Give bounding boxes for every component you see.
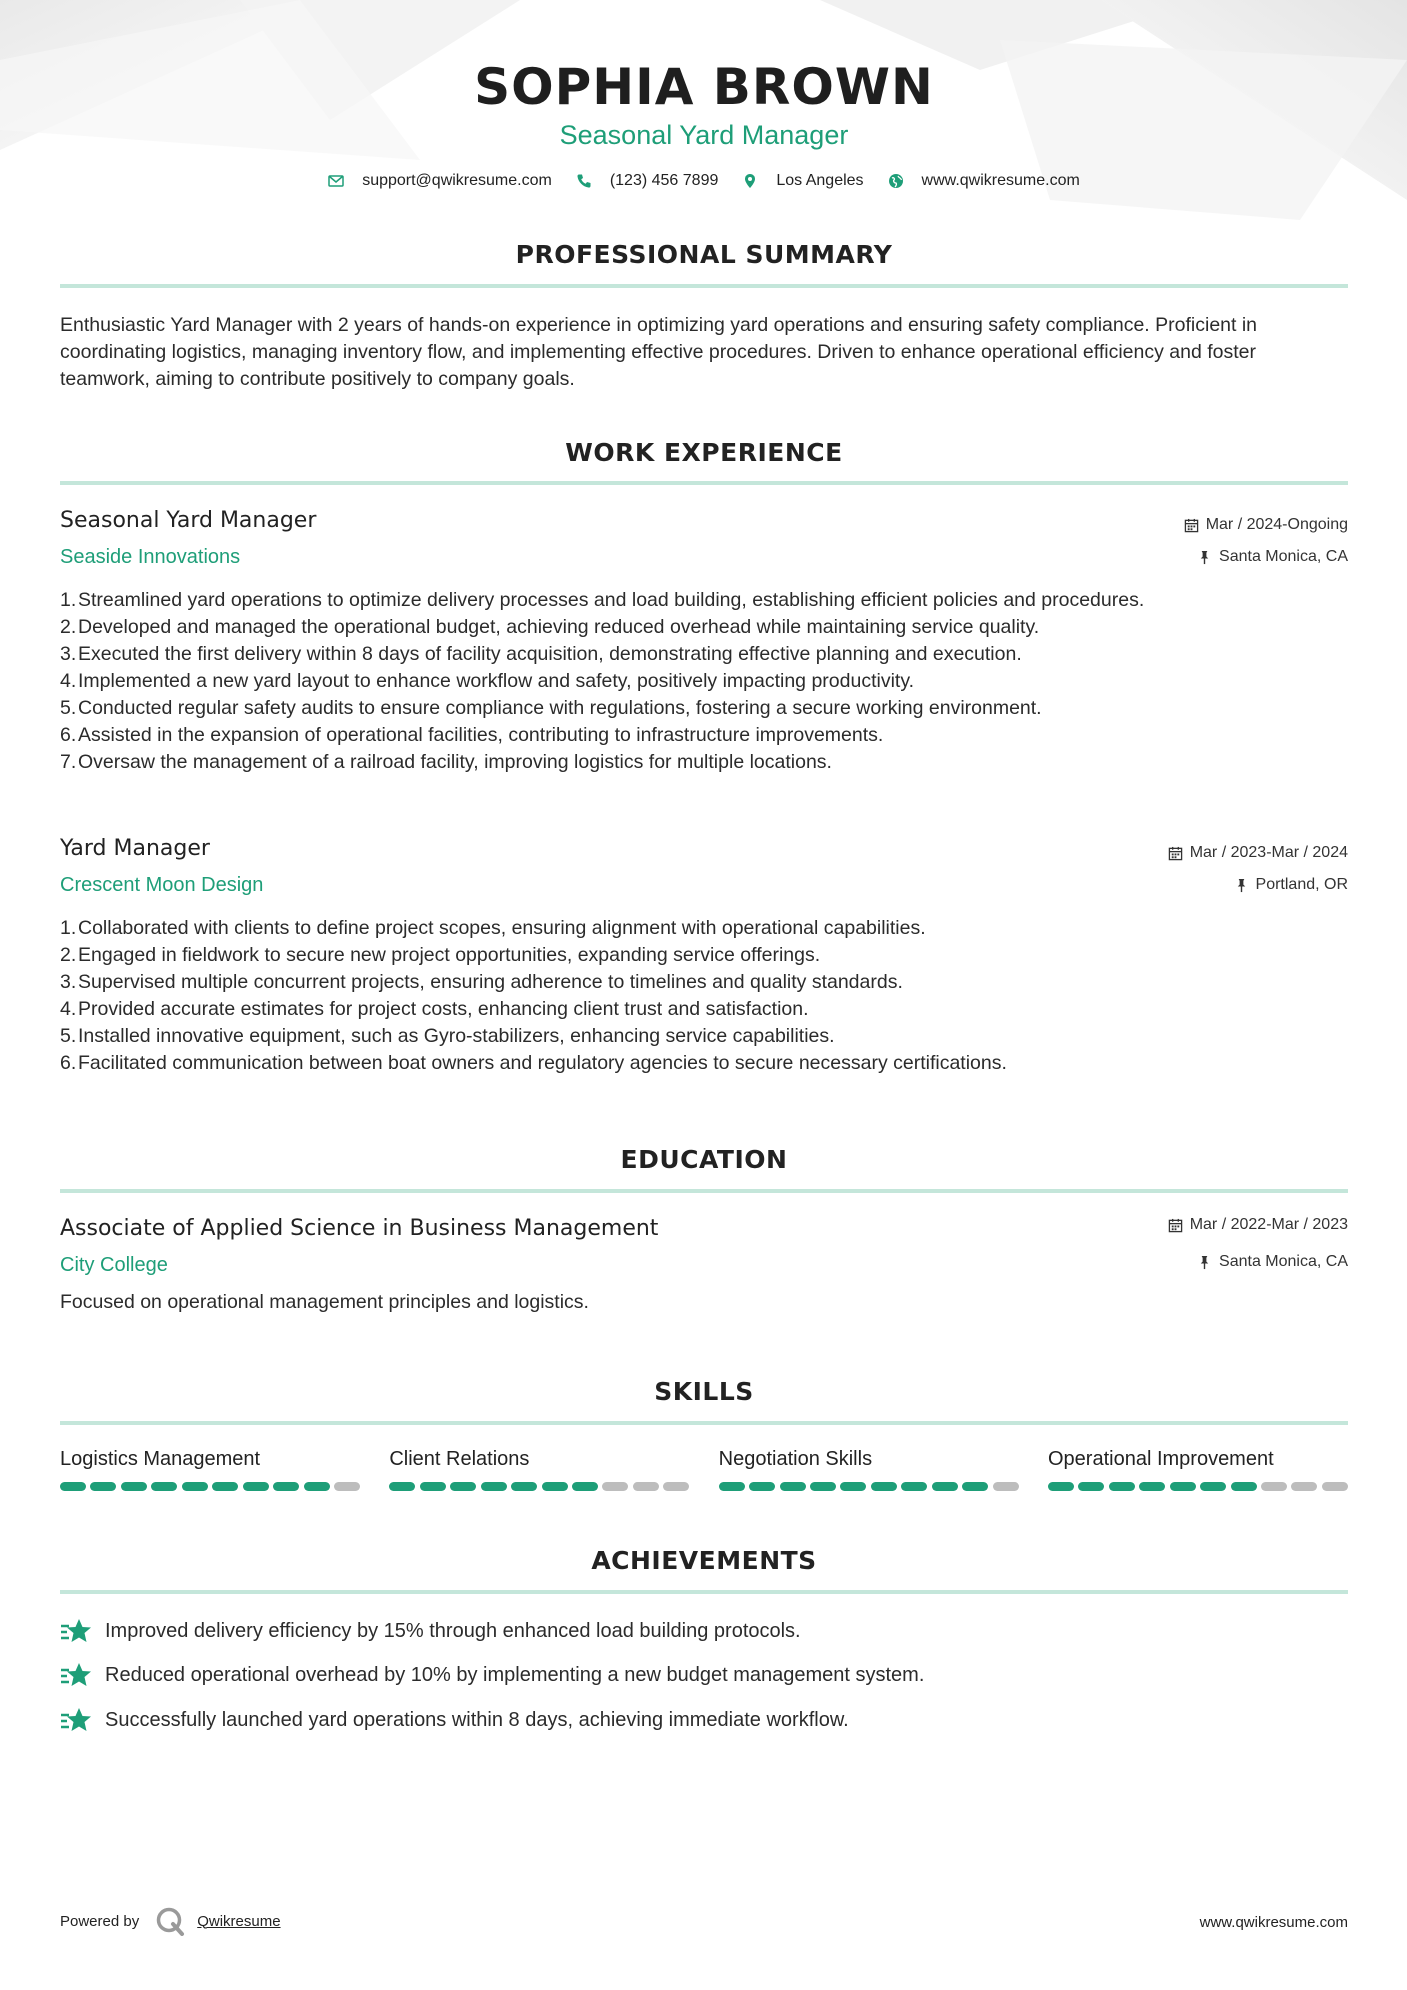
calendar-icon — [1184, 518, 1199, 533]
skill-rating-bar — [1048, 1482, 1348, 1491]
skill-rating-segment — [334, 1482, 360, 1491]
contact-website[interactable] — [888, 172, 1080, 190]
skill-rating-segment — [749, 1482, 775, 1491]
skills-rule — [60, 1421, 1348, 1425]
skill-rating-segment — [602, 1482, 628, 1491]
list-item: Executed the first delivery within 8 days of facility acquisition, demonstrating effective planning and execution. — [78, 643, 1022, 665]
list-item: Assisted in the expansion of operational facilities, contributing to infrastructure improvements. — [78, 724, 884, 746]
skill-item — [389, 1448, 689, 1491]
skill-rating-segment — [901, 1482, 927, 1491]
job-title: Yard Manager — [60, 836, 210, 861]
map-pin-icon — [742, 173, 758, 189]
calendar-icon — [1168, 846, 1183, 861]
qwikresume-logo-icon — [155, 1906, 185, 1936]
skill-rating-bar — [60, 1482, 360, 1491]
job-dates — [1184, 516, 1348, 534]
skill-rating-segment — [481, 1482, 507, 1491]
list-item: Developed and managed the operational budget, achieving reduced overhead while maintaining service quality. — [78, 616, 1040, 638]
list-item: Supervised multiple concurrent projects, ensuring adherence to timelines and quality standards. — [78, 971, 903, 993]
skill-rating-segment — [993, 1482, 1019, 1491]
job-bullets — [60, 587, 1348, 776]
skill-rating-segment — [871, 1482, 897, 1491]
list-item: Conducted regular safety audits to ensure compliance with regulations, fostering a secure working environment. — [78, 697, 1042, 719]
skill-rating-segment — [389, 1482, 415, 1491]
powered-by — [60, 1906, 281, 1936]
qwikresume-link[interactable]: Qwikresume — [197, 1912, 281, 1930]
candidate-role: Seasonal Yard Manager — [559, 120, 849, 150]
summary-rule — [60, 284, 1348, 288]
phone-text: (123) 456 7899 — [609, 172, 719, 189]
skill-item — [60, 1448, 360, 1491]
contact-bar — [60, 172, 1348, 190]
skill-rating-segment — [1170, 1482, 1196, 1491]
skill-rating-segment — [542, 1482, 568, 1491]
achievement-item — [60, 1617, 801, 1645]
skill-rating-segment — [60, 1482, 86, 1491]
skill-rating-segment — [1291, 1482, 1317, 1491]
star-icon — [60, 1617, 92, 1645]
list-item: Streamlined yard operations to optimize delivery processes and load building, establishing efficient policies and procedures. — [78, 589, 1145, 611]
job-location-text: Portland, OR — [1255, 876, 1348, 893]
skill-item — [1048, 1448, 1348, 1491]
skill-rating-segment — [1261, 1482, 1287, 1491]
skills-heading: SKILLS — [654, 1377, 754, 1406]
skill-rating-segment — [450, 1482, 476, 1491]
envelope-icon — [328, 173, 344, 189]
powered-by-label: Powered by — [60, 1912, 140, 1930]
list-item: Implemented a new yard layout to enhance workflow and safety, positively impacting productivity. — [78, 670, 915, 692]
skill-rating-segment — [1078, 1482, 1104, 1491]
skill-rating-segment — [810, 1482, 836, 1491]
skills-list — [60, 1448, 1348, 1491]
skill-rating-segment — [962, 1482, 988, 1491]
pushpin-icon — [1197, 1255, 1212, 1270]
star-icon — [60, 1706, 92, 1734]
skill-rating-bar — [389, 1482, 689, 1491]
job-bullets — [60, 915, 1348, 1077]
skill-rating-segment — [151, 1482, 177, 1491]
skill-rating-segment — [633, 1482, 659, 1491]
pushpin-icon — [1234, 878, 1249, 893]
pushpin-icon — [1197, 550, 1212, 565]
summary-text: Enthusiastic Yard Manager with 2 years of hands-on experience in optimizing yard operations and ensuring safety compliance. Proficient in coordinating logistics, managing inventory flow, and implementing effective procedures. Driven to enhance operational efficiency and foster teamwork, aiming to contribute positively to company goals. — [60, 314, 1258, 390]
education-rule — [60, 1189, 1348, 1193]
skill-rating-segment — [840, 1482, 866, 1491]
skill-name: Operational Improvement — [1047, 1448, 1274, 1470]
footer — [60, 1898, 1348, 1934]
candidate-name: SOPHIA BROWN — [474, 58, 934, 116]
globe-icon — [888, 173, 904, 189]
skill-name: Logistics Management — [60, 1448, 261, 1470]
star-icon — [60, 1661, 92, 1689]
job-title: Seasonal Yard Manager — [60, 508, 317, 533]
skill-rating-segment — [304, 1482, 330, 1491]
skill-item — [719, 1448, 1019, 1491]
skill-rating-segment — [932, 1482, 958, 1491]
skill-rating-segment — [212, 1482, 238, 1491]
skill-rating-segment — [121, 1482, 147, 1491]
achievement-item — [60, 1661, 924, 1689]
list-item: Oversaw the management of a railroad facility, improving logistics for multiple locations. — [78, 751, 832, 773]
skill-rating-segment — [719, 1482, 745, 1491]
contact-email[interactable] — [328, 172, 552, 190]
education-heading: EDUCATION — [620, 1145, 788, 1174]
skill-name: Negotiation Skills — [718, 1448, 873, 1470]
achievement-text: Successfully launched yard operations within 8 days, achieving immediate workflow. — [105, 1708, 849, 1731]
list-item: Facilitated communication between boat owners and regulatory agencies to secure necessary certifications. — [78, 1052, 1007, 1074]
job-dates — [1168, 844, 1348, 862]
achievement-text: Reduced operational overhead by 10% by implementing a new budget management system. — [105, 1663, 925, 1686]
list-item: Installed innovative equipment, such as Gyro-stabilizers, enhancing service capabilities. — [78, 1025, 835, 1047]
skill-rating-segment — [511, 1482, 537, 1491]
skill-rating-segment — [663, 1482, 689, 1491]
list-item: Collaborated with clients to define project scopes, ensuring alignment with operational capabilities. — [78, 917, 926, 939]
education-dates-text: Mar / 2022-Mar / 2023 — [1189, 1216, 1348, 1233]
location-text: Los Angeles — [776, 172, 864, 189]
job-location — [1234, 876, 1348, 894]
company-name: Crescent Moon Design — [60, 874, 264, 896]
skill-rating-segment — [243, 1482, 269, 1491]
skill-rating-segment — [1139, 1482, 1165, 1491]
skill-rating-segment — [572, 1482, 598, 1491]
achievement-text: Improved delivery efficiency by 15% through enhanced load building protocols. — [105, 1619, 801, 1642]
achievements-heading: ACHIEVEMENTS — [591, 1546, 817, 1575]
achievement-item — [60, 1706, 849, 1734]
summary-heading: PROFESSIONAL SUMMARY — [515, 240, 893, 269]
skill-rating-segment — [1231, 1482, 1257, 1491]
calendar-icon — [1168, 1218, 1183, 1233]
school-name: City College — [60, 1254, 168, 1276]
job-dates-text: Mar / 2023-Mar / 2024 — [1189, 844, 1348, 861]
contact-phone[interactable] — [576, 172, 719, 190]
phone-icon — [576, 173, 592, 189]
achievements-rule — [60, 1590, 1348, 1594]
education-location — [1197, 1253, 1348, 1271]
company-name: Seaside Innovations — [60, 546, 241, 568]
experience-heading: WORK EXPERIENCE — [565, 438, 843, 467]
email-text: support@qwikresume.com — [362, 172, 552, 189]
website-text: www.qwikresume.com — [921, 172, 1080, 189]
skill-rating-segment — [1322, 1482, 1348, 1491]
skill-rating-segment — [182, 1482, 208, 1491]
contact-location — [742, 172, 863, 190]
skill-rating-segment — [1200, 1482, 1226, 1491]
skill-rating-bar — [719, 1482, 1019, 1491]
skill-rating-segment — [273, 1482, 299, 1491]
footer-url[interactable]: www.qwikresume.com — [1199, 1914, 1348, 1931]
skill-rating-segment — [420, 1482, 446, 1491]
skill-rating-segment — [1109, 1482, 1135, 1491]
job-location — [1197, 548, 1348, 566]
skill-rating-segment — [1048, 1482, 1074, 1491]
education-description: Focused on operational management principles and logistics. — [60, 1291, 589, 1313]
skill-rating-segment — [780, 1482, 806, 1491]
experience-rule — [60, 481, 1348, 485]
job-location-text: Santa Monica, CA — [1219, 548, 1348, 565]
list-item: Engaged in fieldwork to secure new project opportunities, expanding service offerings. — [78, 944, 821, 966]
job-dates-text: Mar / 2024-Ongoing — [1205, 516, 1348, 533]
skill-rating-segment — [90, 1482, 116, 1491]
degree-title: Associate of Applied Science in Business Management — [60, 1216, 659, 1241]
list-item: Provided accurate estimates for project costs, enhancing client trust and satisfaction. — [78, 998, 809, 1020]
education-dates — [1168, 1216, 1348, 1234]
education-location-text: Santa Monica, CA — [1219, 1253, 1348, 1270]
skill-name: Client Relations — [389, 1448, 530, 1470]
